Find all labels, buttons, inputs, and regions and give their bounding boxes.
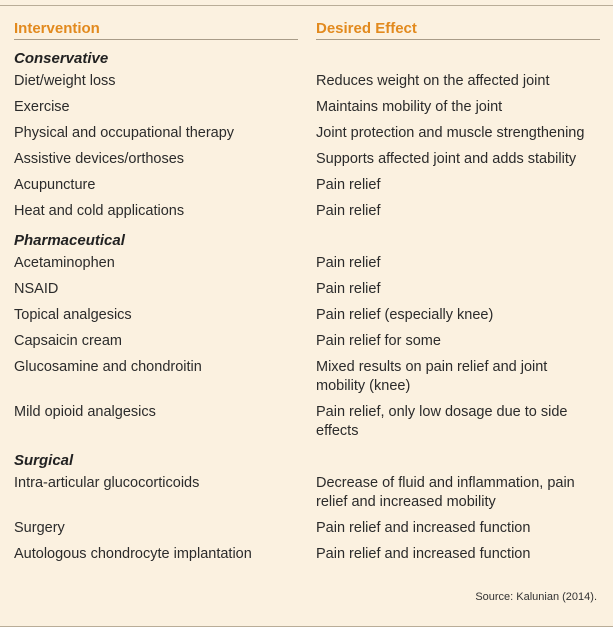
effect-cell: Pain relief and increased function	[316, 546, 531, 562]
top-rule	[0, 0, 613, 6]
section-title: Pharmaceutical	[14, 232, 125, 249]
section-title: Conservative	[14, 50, 109, 67]
intervention-cell: Capsaicin cream	[14, 333, 122, 349]
table-row	[14, 202, 600, 221]
effect-cell: Pain relief	[316, 281, 381, 297]
effect-cell: Supports affected joint and adds stability	[316, 151, 577, 167]
effect-cell: Maintains mobility of the joint	[316, 99, 503, 115]
table-row	[14, 332, 600, 351]
intervention-cell: Autologous chondrocyte implantation	[14, 546, 252, 562]
table-row	[14, 72, 600, 91]
effect-cell: Pain relief for some	[316, 333, 441, 349]
intervention-cell: Glucosamine and chondroitin	[14, 359, 202, 375]
intervention-cell: Surgery	[14, 520, 65, 536]
table-row	[14, 519, 600, 538]
effect-cell: Pain relief, only low dosage due to side effects	[316, 404, 568, 439]
intervention-cell: Assistive devices/orthoses	[14, 151, 185, 167]
intervention-cell: Acupuncture	[14, 177, 96, 193]
intervention-cell: NSAID	[14, 281, 59, 297]
intervention-cell: Exercise	[14, 99, 70, 115]
table-row	[14, 124, 600, 143]
intervention-cell: Topical analgesics	[14, 307, 132, 323]
effect-cell: Decrease of fluid and inflammation, pain relief and increased mobility	[316, 475, 575, 510]
effect-cell: Pain relief	[316, 255, 381, 271]
effect-cell: Pain relief (especially knee)	[316, 307, 494, 323]
effect-cell: Pain relief and increased function	[316, 520, 531, 536]
source-citation: Source: Kalunian (2014).	[475, 591, 597, 603]
table-row	[14, 254, 600, 273]
intervention-cell: Acetaminophen	[14, 255, 115, 271]
intervention-cell: Diet/weight loss	[14, 73, 116, 89]
intervention-cell: Mild opioid analgesics	[14, 404, 156, 420]
table-row	[14, 545, 600, 564]
table-row	[14, 306, 600, 325]
table-row	[14, 98, 600, 117]
intervention-cell: Physical and occupational therapy	[14, 125, 235, 141]
effect-cell: Pain relief	[316, 203, 381, 219]
effect-cell: Pain relief	[316, 177, 381, 193]
header-desired-effect: Desired Effect	[316, 20, 600, 40]
table-row	[14, 474, 600, 512]
intervention-cell: Intra-articular glucocorticoids	[14, 475, 200, 491]
bottom-rule	[0, 626, 613, 642]
table-row	[14, 403, 600, 441]
effect-cell: Joint protection and muscle strengthening	[316, 125, 585, 141]
intervention-cell: Heat and cold applications	[14, 203, 185, 219]
table-row	[14, 280, 600, 299]
table-row	[14, 150, 600, 169]
table-row	[14, 176, 600, 195]
table-row	[14, 358, 600, 396]
effect-cell: Reduces weight on the affected joint	[316, 73, 550, 89]
section-title: Surgical	[14, 452, 74, 469]
effect-cell: Mixed results on pain relief and joint mobility (knee)	[316, 359, 548, 394]
header-intervention: Intervention	[14, 20, 298, 40]
interventions-table	[14, 20, 600, 571]
table-header	[14, 20, 600, 44]
